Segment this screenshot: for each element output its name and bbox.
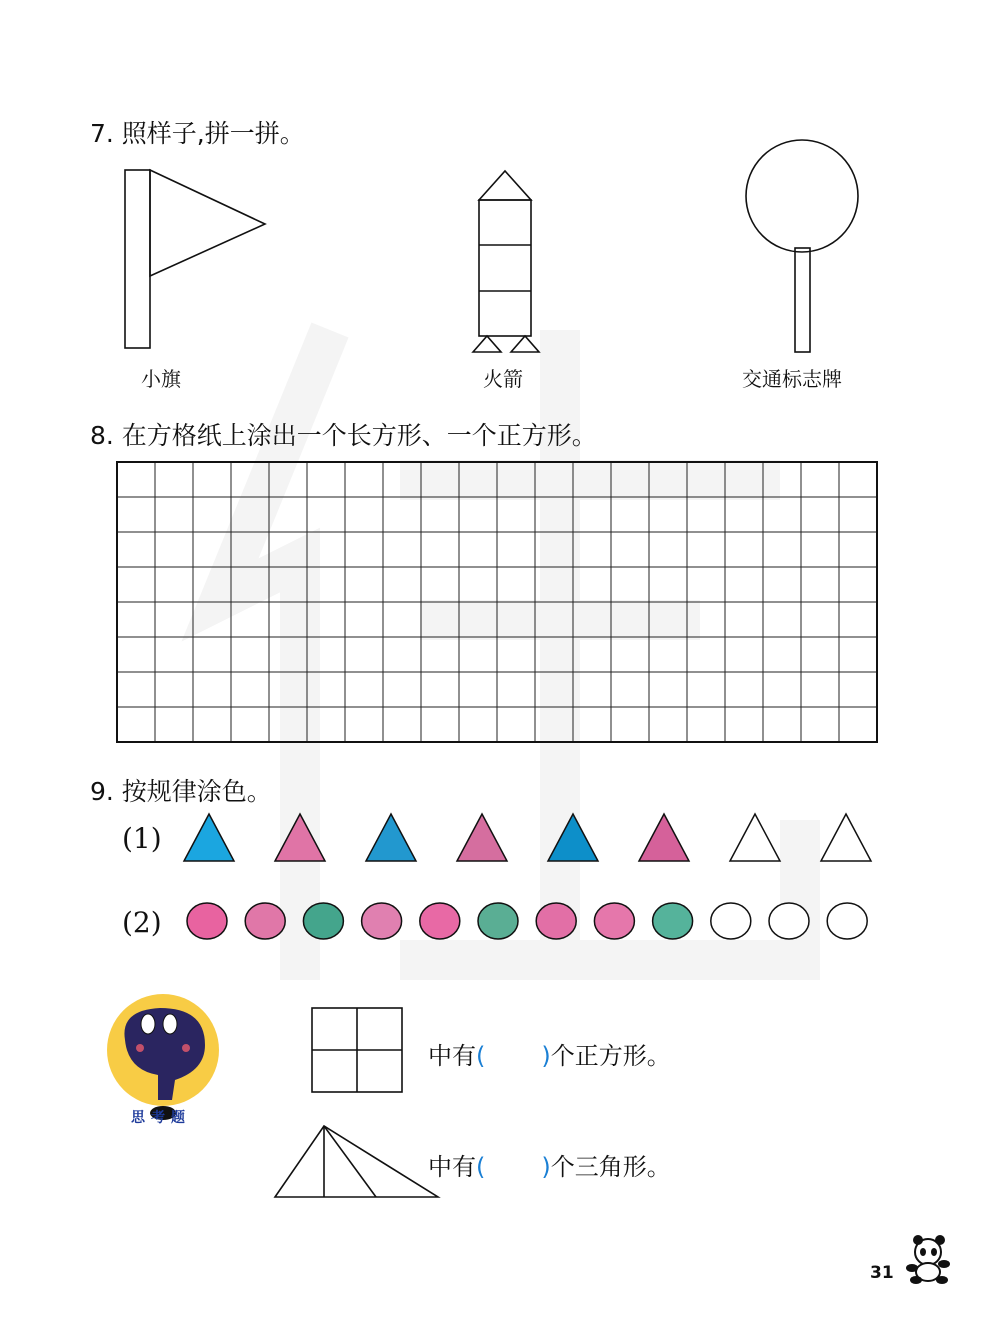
- row-1-label: (1): [122, 822, 162, 855]
- paren-open: (: [476, 1153, 486, 1181]
- row-2-label: (2): [122, 906, 162, 939]
- question-9-title: 9. 按规律涂色。: [90, 777, 272, 806]
- traffic-sign-label: 交通标志牌: [742, 367, 842, 391]
- rocket-label: 火箭: [483, 367, 523, 391]
- paren-close: ): [541, 1042, 551, 1070]
- question-7-title: 7. 照样子,拼一拼。: [90, 119, 305, 148]
- page-number: 31: [870, 1263, 894, 1283]
- paren-close: ): [541, 1153, 551, 1181]
- text: 个三角形。: [550, 1153, 671, 1181]
- paren-open: (: [476, 1042, 486, 1070]
- flag-label: 小旗: [141, 367, 181, 391]
- text: 中有: [428, 1042, 476, 1070]
- text: 中有: [428, 1153, 476, 1181]
- question-8-title: 8. 在方格纸上涂出一个长方形、一个正方形。: [90, 421, 597, 450]
- think-question-badge: 思考题: [131, 1110, 191, 1126]
- text: 个正方形。: [550, 1042, 671, 1070]
